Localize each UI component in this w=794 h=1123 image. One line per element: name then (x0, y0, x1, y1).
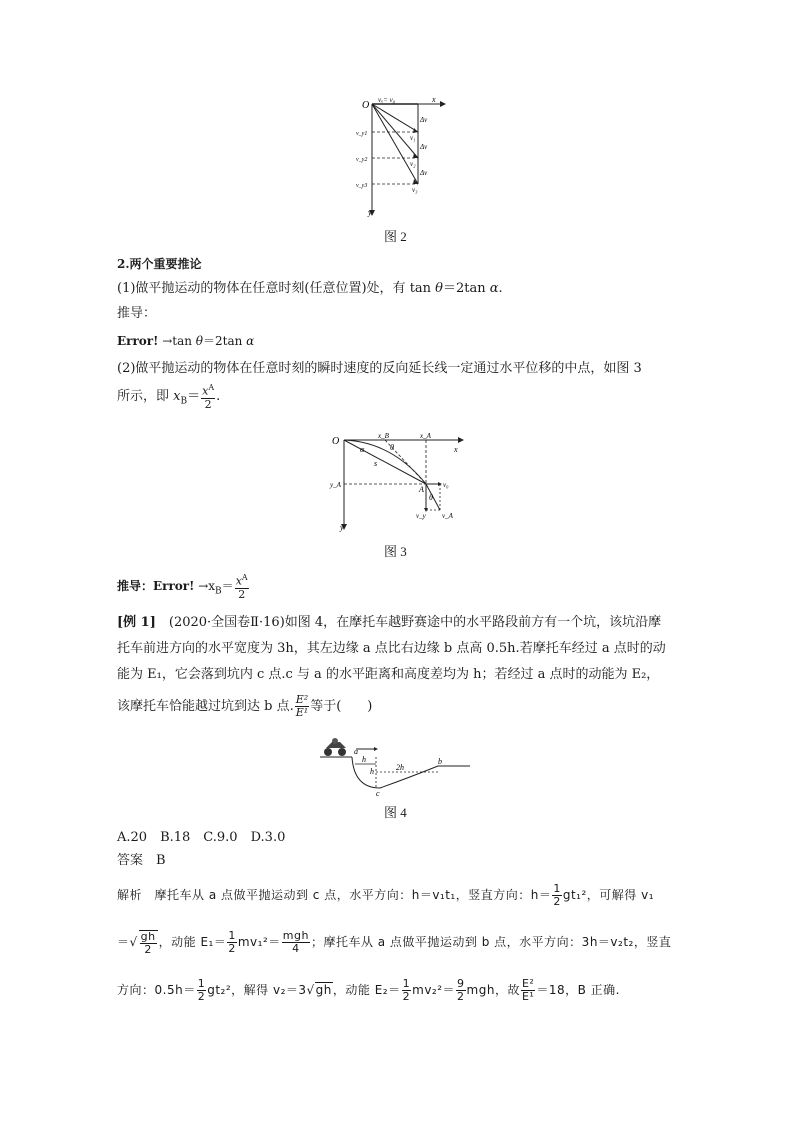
fig3-label-x: x (454, 445, 458, 454)
fig3-label-vy: v_y (416, 512, 426, 520)
answer-options: A.20 B.18 C.9.0 D.3.0 (117, 830, 286, 845)
fig3-label-v0: v₀ (443, 481, 449, 489)
section-title: 2.两个重要推论 (117, 257, 202, 271)
figure-3-diagram (322, 432, 472, 532)
fig4-label-c: c (376, 789, 380, 798)
derivation-1: Error! →tan θ＝2tan α (117, 334, 255, 348)
fig3-label-y: y (340, 523, 344, 532)
answer: 答案 B (117, 853, 166, 868)
figure-2-caption: 图 2 (384, 229, 407, 244)
fig3-label-theta: θ (390, 443, 394, 452)
fig3-label-xA: x_A (420, 432, 431, 440)
fig4-label-h2: h (370, 767, 374, 776)
fig3-label-vA: v_A (442, 512, 453, 520)
paragraph-1: (1)做平抛运动的物体在任意时刻(任意位置)处，有 tan θ＝2tan α. (117, 281, 503, 296)
fig2-label-y: y (368, 208, 372, 217)
example-line-3: 能为 E₁，它会落到坑内 c 点.c 与 a 的水平距离和高度差均为 h；若经过 a 点时的动能为 E₂， (117, 667, 660, 682)
fig2-label-vy2: v_y2 (356, 157, 368, 163)
fig2-label-vy1: v_y1 (356, 131, 368, 137)
fig4-label-a: a (354, 747, 358, 756)
paragraph-2-line1: (2)做平抛运动的物体在任意时刻的瞬时速度的反向延长线一定通过水平位移的中点，如图 3 (117, 361, 642, 376)
figure-3-caption: 图 3 (384, 544, 407, 559)
example-line-2: 托车前进方向的水平宽度为 3h，其左边缘 a 点比右边缘 b 点高 0.5h.若摩托车经过 a 点时的动 (117, 641, 666, 656)
fig4-label-2h: 2h (396, 763, 404, 772)
fig2-label-dv1: Δv (420, 116, 428, 124)
fig2-label-vy3: v_y3 (356, 183, 368, 189)
fig2-label-v2: v₂ (410, 160, 416, 168)
derive-label: 推导： (117, 306, 157, 321)
fig3-label-alpha: α (360, 445, 365, 454)
analysis-line-2: ＝√ $\frac{gh}{2}$ ，动能 E₁＝ $\frac{1}{2}$ mv₁²＝ $\frac{\text{mgh}}{4}$ ；摩托车从 a 点做平抛运动到 b 点，水平方向：3h＝v₂t₂，竖直 (117, 929, 672, 956)
figure-2 (352, 92, 452, 220)
derivation-2: 推导：Error! $\to x_B=$ $\frac{x^A}{2}$ (117, 573, 248, 601)
fig3-label-theta2: θ (429, 493, 433, 502)
figure-4-diagram (318, 738, 473, 798)
fig3-label-yA: y_A (330, 481, 341, 489)
figure-2-diagram (352, 92, 452, 220)
fig3-label-O: O (332, 436, 340, 447)
fig2-label-vx: vₓ= v₀ (378, 96, 396, 104)
fig3-label-s: s (374, 459, 378, 468)
analysis-line-3: 方向：0.5h＝ $\frac{1}{2}$ gt₂²，解得 v₂＝3√gh，动能 E₂＝ $\frac{1}{2}$ mv₂²＝ $\frac{9}{2}$ mgh，故 $\frac{\text{E²}}{\text{E¹}}$ ＝18，B 正确. (117, 977, 620, 1003)
fig4-label-b: b (438, 757, 442, 766)
fig2-label-O: O (362, 100, 370, 111)
example-line-1: [例 1] (2020·全国卷Ⅱ·16)如图 4，在摩托车越野赛途中的水平路段前方有一个坑，该坑沿摩 (117, 615, 662, 630)
figure-3 (322, 432, 472, 532)
fig2-label-dv3: Δv (420, 169, 428, 177)
example-line-4: 该摩托车恰能越过坑到达 b 点. $\frac{\text{E²}}{\text{E¹}}$ 等于( ) (117, 693, 373, 719)
fig2-label-v3: v₃ (412, 186, 418, 194)
paragraph-2-line2: 所示，即 $x_B=$ $\frac{x^A}{2}$ . (117, 383, 221, 411)
motorcycle-icon (324, 738, 346, 756)
figure-4 (318, 738, 473, 798)
fig3-label-xB: x_B (378, 432, 389, 440)
fig3-label-A: A (419, 485, 424, 494)
analysis-line-1: 解析 摩托车从 a 点做平抛运动到 c 点，水平方向：h＝v₁t₁，竖直方向：h＝ $\frac{1}{2}$ gt₁²，可解得 v₁ (117, 882, 655, 908)
fig2-label-x: x (432, 95, 436, 104)
fig4-label-h1: h (362, 755, 366, 764)
fig2-label-dv2: Δv (420, 143, 428, 151)
figure-4-caption: 图 4 (384, 805, 407, 820)
fig2-label-v1: v₁ (410, 134, 416, 142)
